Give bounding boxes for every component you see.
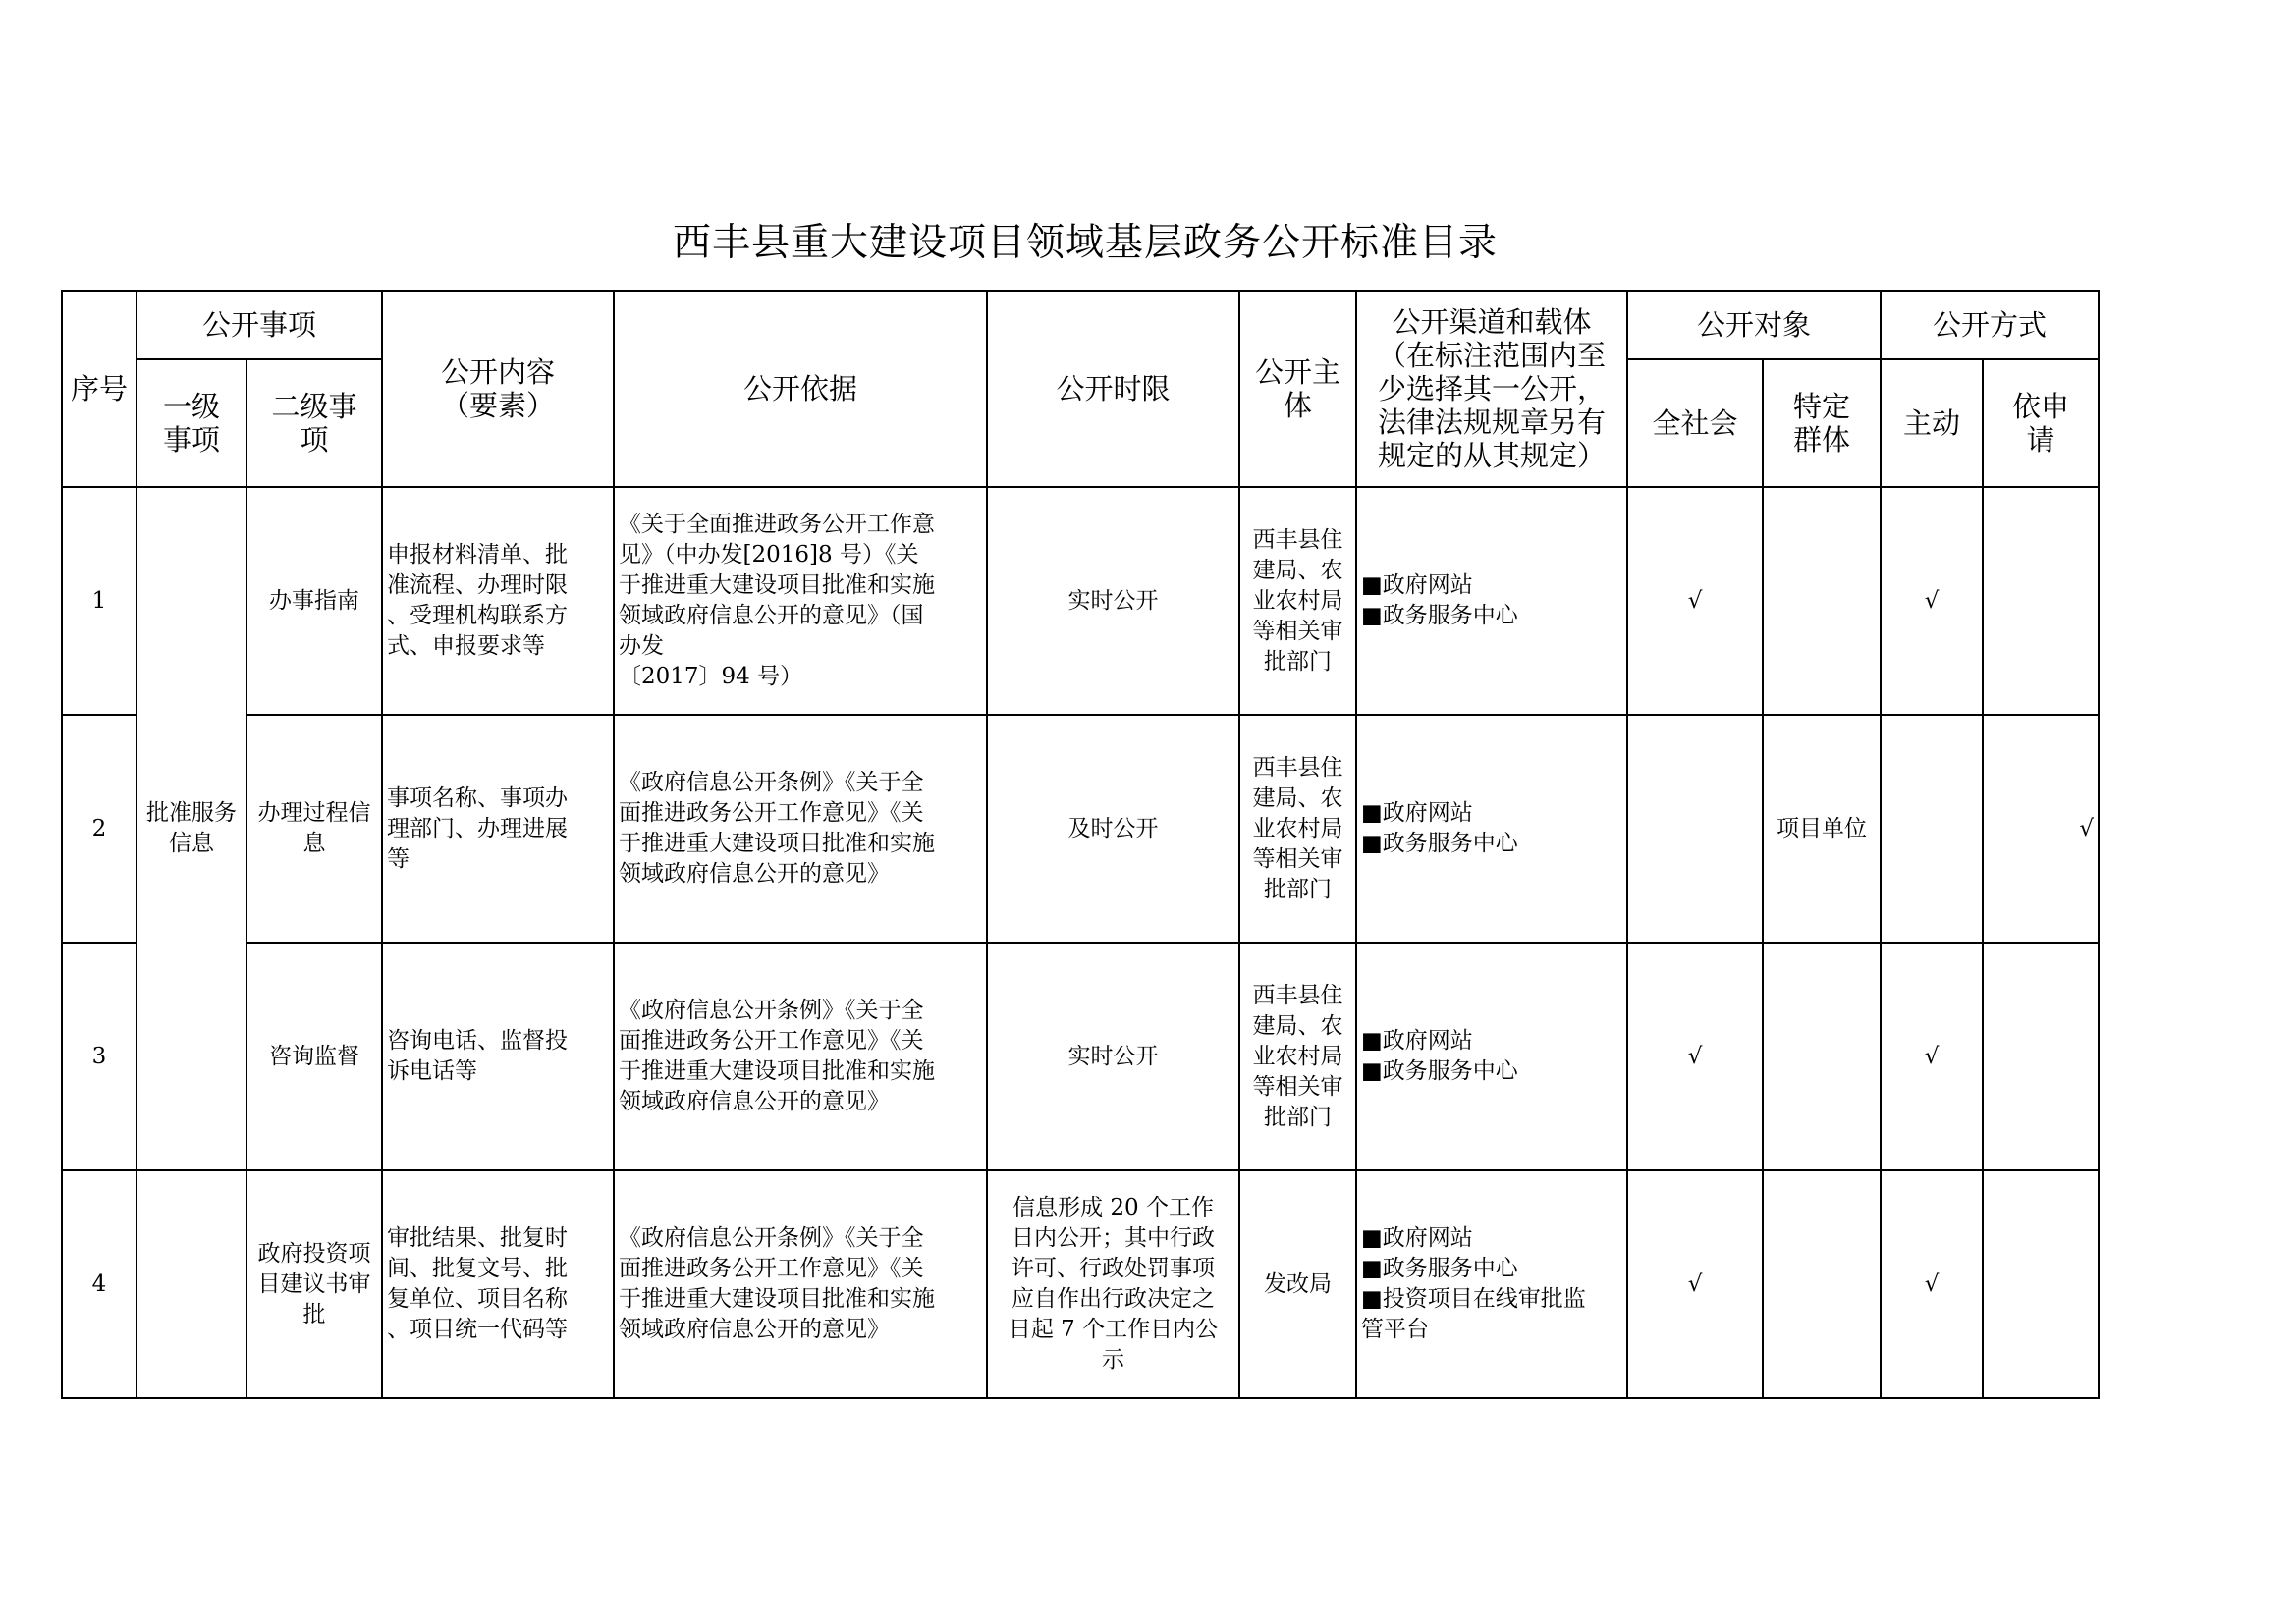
document-title: 西丰县重大建设项目领域基层政务公开标准目录 bbox=[672, 221, 1498, 265]
header-target: 公开对象 bbox=[1627, 291, 1881, 359]
cell-on-request: √ bbox=[1983, 715, 2099, 943]
cell-basis: 《政府信息公开条例》《关于全 面推进政务公开工作意见》《关 于推进重大建设项目批准和实施 领域政府信息公开的意见》 bbox=[614, 1170, 987, 1398]
cell-time-limit: 信息形成 20 个工作 日内公开；其中行政 许可、行政处罚事项 应自作出行政决定之 日起 7 个工作日内公 示 bbox=[987, 1170, 1239, 1398]
header-on-request: 依申 请 bbox=[1983, 359, 2099, 487]
cell-all-society bbox=[1627, 715, 1763, 943]
header-level1: 一级 事项 bbox=[137, 359, 246, 487]
header-seq: 序号 bbox=[62, 291, 137, 487]
table-row bbox=[62, 715, 2099, 943]
cell-all-society: √ bbox=[1627, 487, 1763, 715]
header-channel: 公开渠道和载体 （在标注范围内至 少选择其一公开， 法律法规规章另有 规定的从其规定） bbox=[1356, 291, 1627, 487]
cell-all-society: √ bbox=[1627, 943, 1763, 1170]
header-level2: 二级事 项 bbox=[246, 359, 382, 487]
cell-seq: 1 bbox=[62, 487, 137, 715]
table-row bbox=[62, 487, 2099, 715]
table-row bbox=[62, 1170, 2099, 1398]
cell-channel: ■政府网站 ■政务服务中心 bbox=[1356, 715, 1627, 943]
header-method: 公开方式 bbox=[1881, 291, 2099, 359]
cell-subject: 西丰县住 建局、农 业农村局 等相关审 批部门 bbox=[1239, 943, 1356, 1170]
cell-specific-group bbox=[1763, 1170, 1881, 1398]
cell-channel: ■政府网站 ■政务服务中心 ■投资项目在线审批监 管平台 bbox=[1356, 1170, 1627, 1398]
cell-basis: 《政府信息公开条例》《关于全 面推进政务公开工作意见》《关 于推进重大建设项目批准和实施 领域政府信息公开的意见》 bbox=[614, 943, 987, 1170]
cell-content: 申报材料清单、批 准流程、办理时限 、受理机构联系方 式、申报要求等 bbox=[382, 487, 614, 715]
cell-seq: 3 bbox=[62, 943, 137, 1170]
table-row bbox=[62, 943, 2099, 1170]
cell-active bbox=[1881, 715, 1983, 943]
cell-subject: 发改局 bbox=[1239, 1170, 1356, 1398]
cell-specific-group bbox=[1763, 487, 1881, 715]
cell-active: √ bbox=[1881, 487, 1983, 715]
cell-subject: 西丰县住 建局、农 业农村局 等相关审 批部门 bbox=[1239, 487, 1356, 715]
cell-content: 审批结果、批复时 间、批复文号、批 复单位、项目名称 、项目统一代码等 bbox=[382, 1170, 614, 1398]
cell-time-limit: 及时公开 bbox=[987, 715, 1239, 943]
cell-active: √ bbox=[1881, 1170, 1983, 1398]
cell-level2: 办理过程信 息 bbox=[246, 715, 382, 943]
cell-active: √ bbox=[1881, 943, 1983, 1170]
cell-time-limit: 实时公开 bbox=[987, 487, 1239, 715]
header-content: 公开内容 （要素） bbox=[382, 291, 614, 487]
cell-basis: 《政府信息公开条例》《关于全 面推进政务公开工作意见》《关 于推进重大建设项目批准和实施 领域政府信息公开的意见》 bbox=[614, 715, 987, 943]
header-specific-group: 特定 群体 bbox=[1763, 359, 1881, 487]
cell-on-request bbox=[1983, 487, 2099, 715]
cell-level2: 政府投资项 目建议书审 批 bbox=[246, 1170, 382, 1398]
header-subject: 公开主 体 bbox=[1239, 291, 1356, 487]
cell-basis: 《关于全面推进政务公开工作意 见》（中办发[2016]8 号）《关 于推进重大建设项目批准和实施 领域政府信息公开的意见》（国 办发 〔2017〕94 号） bbox=[614, 487, 987, 715]
header-basis: 公开依据 bbox=[614, 291, 987, 487]
cell-subject: 西丰县住 建局、农 业农村局 等相关审 批部门 bbox=[1239, 715, 1356, 943]
cell-level2: 咨询监督 bbox=[246, 943, 382, 1170]
cell-all-society: √ bbox=[1627, 1170, 1763, 1398]
cell-time-limit: 实时公开 bbox=[987, 943, 1239, 1170]
cell-level1 bbox=[137, 1170, 246, 1398]
cell-content: 事项名称、事项办 理部门、办理进展 等 bbox=[382, 715, 614, 943]
cell-on-request bbox=[1983, 943, 2099, 1170]
header-time-limit: 公开时限 bbox=[987, 291, 1239, 487]
catalog-table bbox=[61, 290, 2100, 1399]
cell-channel: ■政府网站 ■政务服务中心 bbox=[1356, 943, 1627, 1170]
header-active: 主动 bbox=[1881, 359, 1983, 487]
cell-level2: 办事指南 bbox=[246, 487, 382, 715]
cell-specific-group bbox=[1763, 943, 1881, 1170]
cell-content: 咨询电话、监督投 诉电话等 bbox=[382, 943, 614, 1170]
cell-seq: 2 bbox=[62, 715, 137, 943]
cell-channel: ■政府网站 ■政务服务中心 bbox=[1356, 487, 1627, 715]
header-matter: 公开事项 bbox=[137, 291, 382, 359]
header-all-society: 全社会 bbox=[1627, 359, 1763, 487]
cell-seq: 4 bbox=[62, 1170, 137, 1398]
cell-specific-group: 项目单位 bbox=[1763, 715, 1881, 943]
cell-on-request bbox=[1983, 1170, 2099, 1398]
cell-level1: 批准服务 信息 bbox=[137, 487, 246, 1170]
